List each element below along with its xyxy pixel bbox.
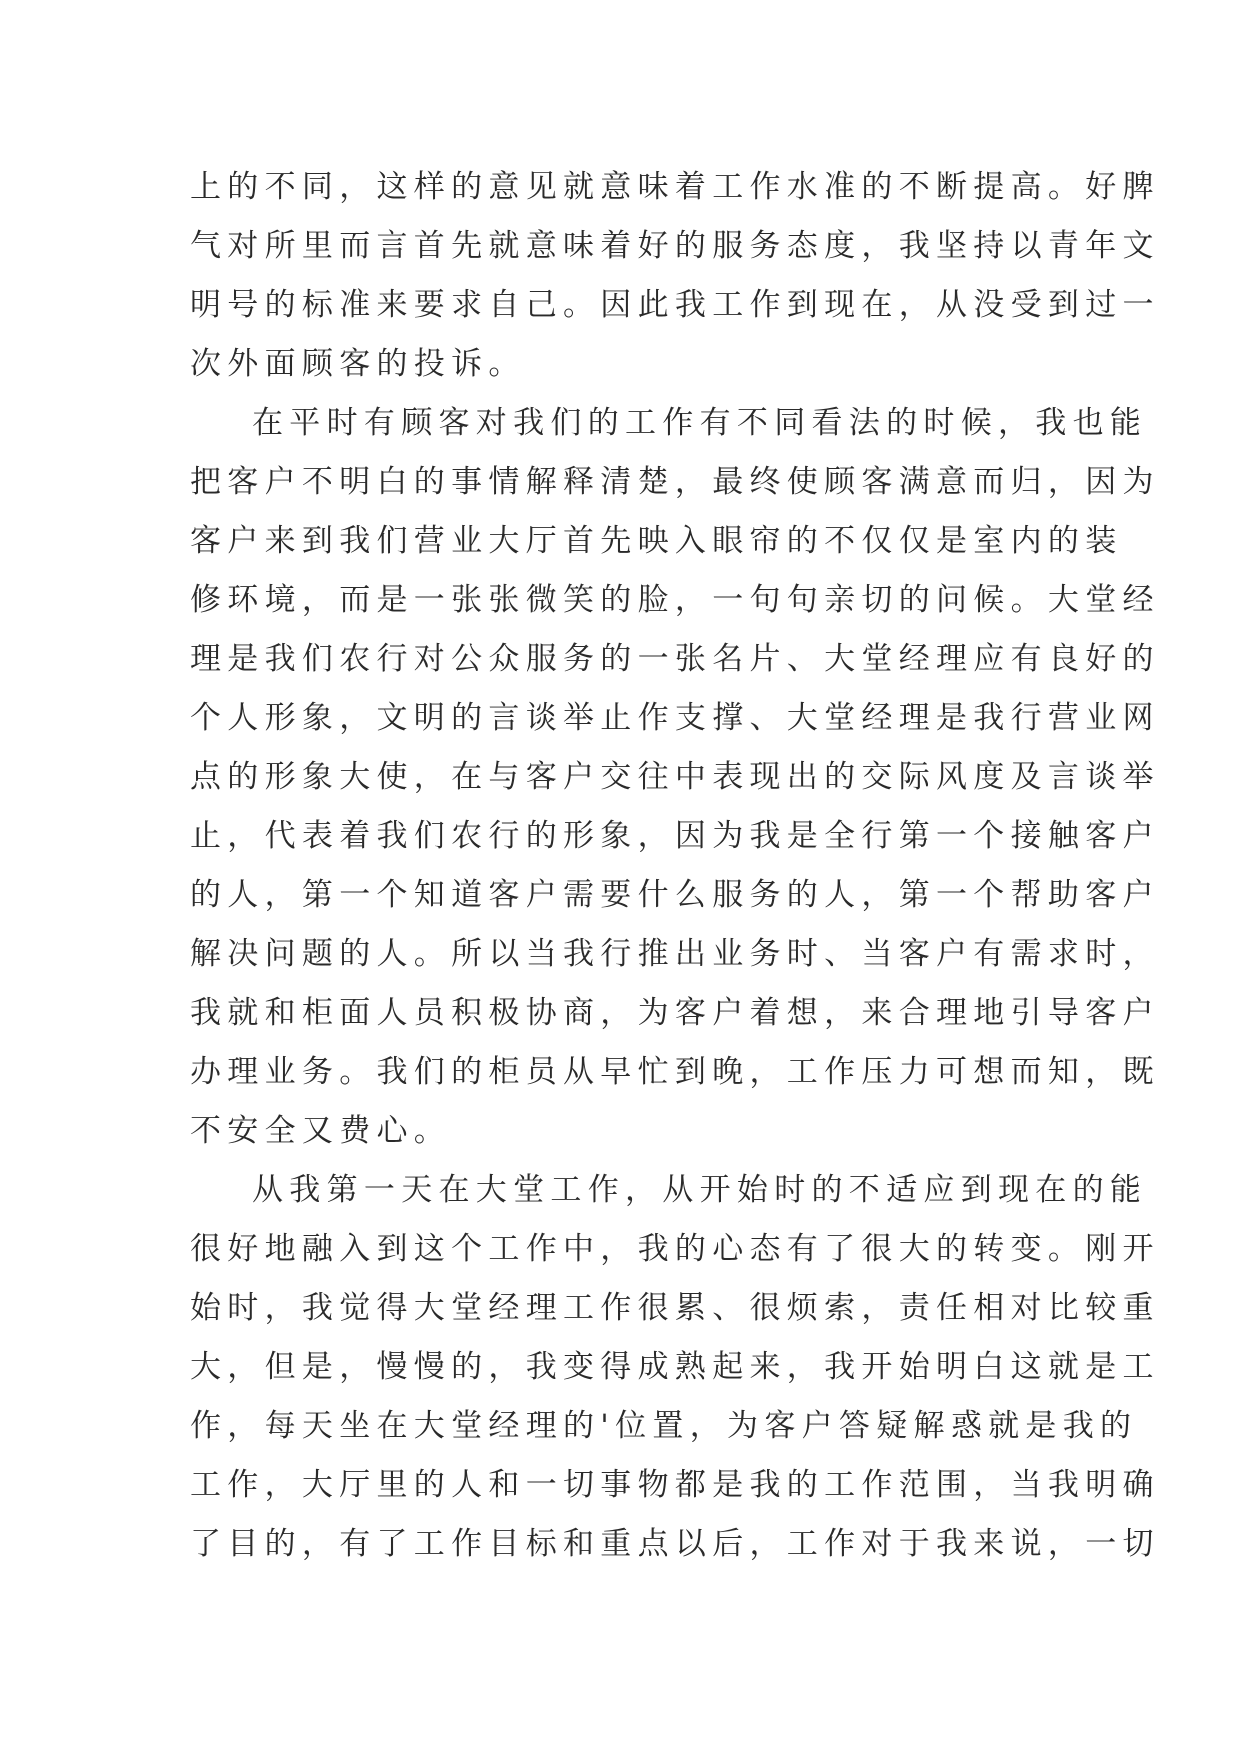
text-line: 个人形象，文明的言谈举止作支撑、大堂经理是我行营业网 — [190, 700, 1160, 736]
text-line: 客户来到我们营业大厅首先映入眼帘的不仅仅是室内的装 — [190, 523, 1123, 559]
text-line: 把客户不明白的事情解释清楚，最终使顾客满意而归，因为 — [190, 464, 1160, 500]
text-line: 止，代表着我们农行的形象，因为我是全行第一个接触客户 — [190, 818, 1160, 854]
text-line: 明号的标准来要求自己。因此我工作到现在，从没受到过一 — [190, 287, 1160, 323]
text-line: 作，每天坐在大堂经理的'位置，为客户答疑解惑就是我的 — [190, 1408, 1138, 1444]
text-line: 了目的，有了工作目标和重点以后，工作对于我来说，一切 — [190, 1526, 1160, 1562]
text-line: 始时，我觉得大堂经理工作很累、很烦索，责任相对比较重 — [190, 1290, 1160, 1326]
text-line: 解决问题的人。所以当我行推出业务时、当客户有需求时， — [190, 936, 1160, 972]
paragraph-start-line: 从我第一天在大堂工作，从开始时的不适应到现在的能 — [252, 1172, 1148, 1208]
text-line: 工作，大厅里的人和一切事物都是我的工作范围，当我明确 — [190, 1467, 1160, 1503]
text-line: 上的不同，这样的意见就意味着工作水准的不断提高。好脾 — [190, 169, 1160, 205]
text-line: 点的形象大使，在与客户交往中表现出的交际风度及言谈举 — [190, 759, 1160, 795]
text-line: 的人，第一个知道客户需要什么服务的人，第一个帮助客户 — [190, 877, 1160, 913]
text-line: 我就和柜面人员积极协商，为客户着想，来合理地引导客户 — [190, 995, 1160, 1031]
text-line: 次外面顾客的投诉。 — [190, 346, 526, 382]
text-line: 修环境，而是一张张微笑的脸，一句句亲切的问候。大堂经 — [190, 582, 1160, 618]
body-text — [190, 158, 1160, 1574]
text-line: 气对所里而言首先就意味着好的服务态度，我坚持以青年文 — [190, 228, 1160, 264]
paragraph-start-line: 在平时有顾客对我们的工作有不同看法的时候，我也能 — [252, 405, 1148, 441]
text-line: 不安全又费心。 — [190, 1113, 452, 1149]
text-line: 办理业务。我们的柜员从早忙到晚，工作压力可想而知，既 — [190, 1054, 1160, 1090]
text-line: 理是我们农行对公众服务的一张名片、大堂经理应有良好的 — [190, 641, 1160, 677]
text-line: 很好地融入到这个工作中，我的心态有了很大的转变。刚开 — [190, 1231, 1160, 1267]
text-line: 大，但是，慢慢的，我变得成熟起来，我开始明白这就是工 — [190, 1349, 1160, 1385]
